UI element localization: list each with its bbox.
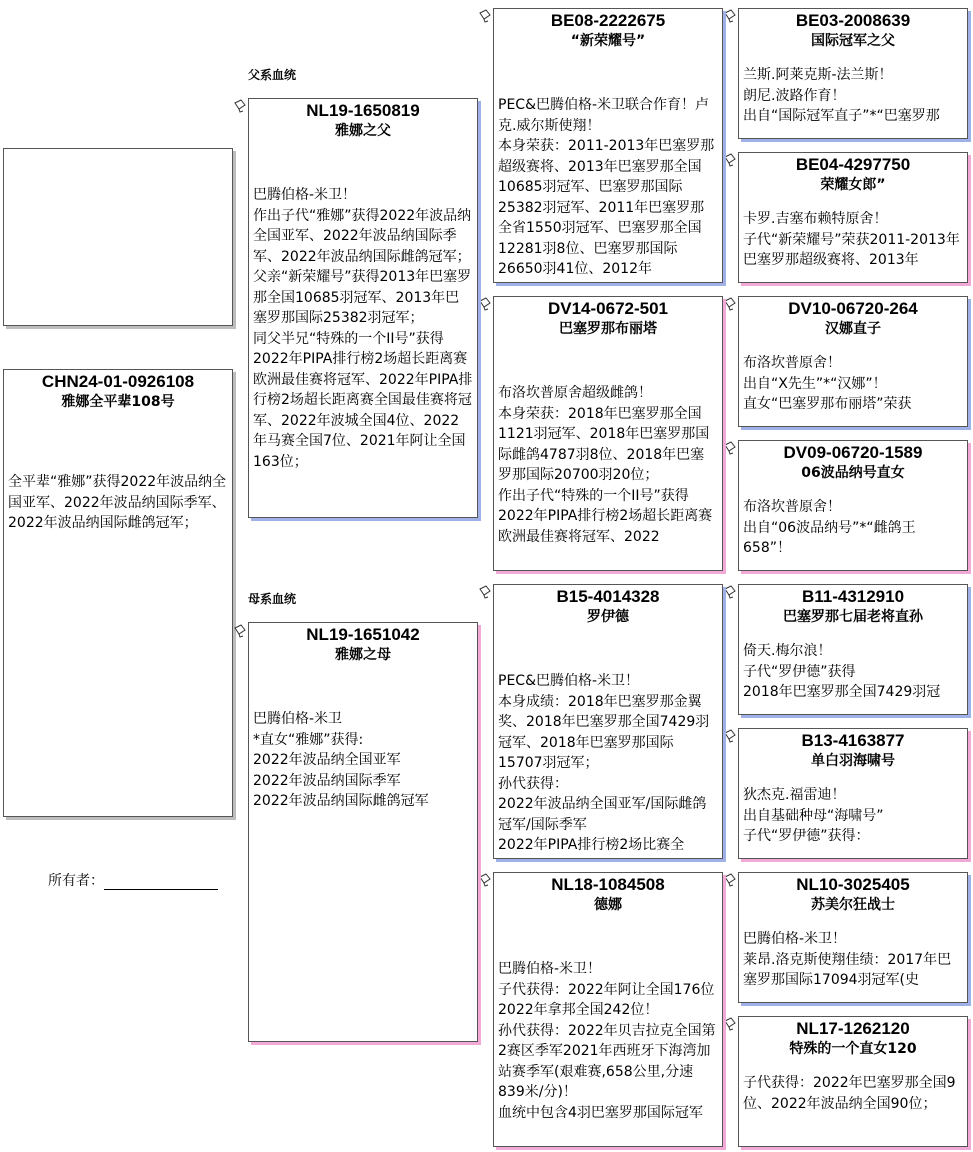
sss-name: 国际冠军之父 xyxy=(811,33,895,49)
ddd-text: 子代获得：2022年巴塞罗那全国9位、2022年波品纳全国90位； xyxy=(743,1075,956,1112)
sire-card xyxy=(248,98,478,518)
ddd-card xyxy=(738,1016,968,1147)
ddd-name: 特殊的一个直女120 xyxy=(789,1041,917,1057)
edit-icon[interactable] xyxy=(723,1017,737,1031)
sire-dam-ring: DV14-0672-501 xyxy=(547,299,669,318)
dam-sire-name: 罗伊德 xyxy=(587,609,629,625)
dam-ring: NL19-1651042 xyxy=(306,625,420,644)
dds-text: 巴腾伯格-米卫！ 莱昂.洛克斯使翔佳绩：2017年巴塞罗那国际17094羽冠军(史 xyxy=(743,931,952,988)
ssd-ring: BE04-4297750 xyxy=(795,155,911,174)
sire-ring: NL19-1650819 xyxy=(306,101,420,120)
ssd-card xyxy=(738,152,968,283)
dam-dam-ring: NL18-1084508 xyxy=(551,875,665,894)
sds-card xyxy=(738,296,968,427)
dam-sire-ring: B15-4014328 xyxy=(556,587,660,606)
sire-sire-card xyxy=(493,8,723,283)
sire-name: 雅娜之父 xyxy=(335,123,391,139)
sss-ring: BE03-2008639 xyxy=(795,11,911,30)
ssd-name: 荣耀女郎” xyxy=(820,177,886,193)
subject-name: 雅娜全平辈108号 xyxy=(61,394,175,410)
dam-line-label: 母系血统 xyxy=(248,592,297,606)
dsd-text: 狄杰克.福雷迪！ 出自基础种母“海啸号” 子代“罗伊德”获得： xyxy=(743,787,884,844)
owner-line[interactable] xyxy=(104,875,218,890)
dsd-name: 单白羽海啸号 xyxy=(811,753,895,769)
edit-icon[interactable] xyxy=(723,441,737,455)
dss-card xyxy=(738,584,968,715)
sss-text: 兰斯.阿莱克斯-法兰斯！ 朗尼.波路作育！ 出自“国际冠军直子”*“巴塞罗那 xyxy=(743,67,940,124)
sds-ring: DV10-06720-264 xyxy=(788,299,918,318)
edit-icon[interactable] xyxy=(478,297,492,311)
owner-label: 所有者： xyxy=(48,873,104,889)
dam-dam-card xyxy=(493,872,723,1147)
edit-icon[interactable] xyxy=(723,729,737,743)
dsd-ring: B13-4163877 xyxy=(801,731,905,750)
edit-icon[interactable] xyxy=(233,99,247,113)
sire-sire-text: PEC&巴腾伯格-米卫联合作育！卢克.威尔斯使翔！ 本身荣获：2011-2013年巴塞罗那超级赛将、2013年巴塞罗那全国10685羽冠军、巴塞罗那国际25382羽冠军、2011年巴塞罗那全省1550羽冠军、巴塞罗那全国12281羽8位、巴塞罗那国际26650羽41位、2012年 xyxy=(498,97,715,277)
edit-icon[interactable] xyxy=(233,624,247,638)
sdd-card xyxy=(738,440,968,571)
edit-icon[interactable] xyxy=(723,153,737,167)
edit-icon[interactable] xyxy=(723,585,737,599)
photo-box xyxy=(3,148,233,326)
owner-row xyxy=(48,870,218,890)
sire-dam-card xyxy=(493,296,723,571)
edit-icon[interactable] xyxy=(478,9,492,23)
dss-ring: B11-4312910 xyxy=(801,587,905,606)
sire-dam-name: 巴塞罗那布丽塔 xyxy=(559,321,657,337)
dds-ring: NL10-3025405 xyxy=(796,875,910,894)
sire-text: 巴腾伯格-米卫！ 作出子代“雅娜”获得2022年波品纳全国亚军、2022年波品纳国际季军、2022年波品纳国际雌鸽冠军； 父亲“新荣耀号”获得2013年巴塞罗那全国10685羽冠军、2013年巴塞罗那国际25382羽冠军； 同父半兄“特殊的一个II号”获得2022年PIPA排行榜2场超长距离赛欧洲最佳赛将冠军、2022年PIPA排行榜2场超长距离赛全国最佳赛将冠军、2022年波城全国4位、2022年马赛全国7位、2021年阿让全国163位； xyxy=(253,187,473,470)
ssd-text: 卡罗.吉塞布赖特原舍！ 子代“新荣耀号”荣获2011-2013年巴塞罗那超级赛将、2013年 xyxy=(743,211,960,268)
dam-dam-text: 巴腾伯格-米卫！ 子代获得：2022年阿让全国176位2022年拿邦全国242位！ 孙代获得：2022年贝吉拉克全国第2赛区季军2021年西班牙下海湾加站赛季军(艰难赛,658公里,分速839米/分)！ 血统中包含4羽巴塞罗那国际冠军 xyxy=(498,961,716,1121)
edit-icon[interactable] xyxy=(723,297,737,311)
dam-sire-card xyxy=(493,584,723,859)
subject-card xyxy=(3,369,233,817)
dam-dam-name: 德娜 xyxy=(594,897,622,913)
dds-name: 苏美尔狂战士 xyxy=(811,897,895,913)
dss-text: 倚天.梅尔浪！ 子代“罗伊德”获得 2018年巴塞罗那全国7429羽冠 xyxy=(743,643,941,700)
sire-line-label: 父系血统 xyxy=(248,68,297,82)
subject-text: 全平辈“雅娜”获得2022年波品纳全国亚军、2022年波品纳国际季军、2022年波品纳国际雌鸽冠军； xyxy=(8,474,227,531)
edit-icon[interactable] xyxy=(723,873,737,887)
edit-icon[interactable] xyxy=(478,873,492,887)
dds-card xyxy=(738,872,968,1003)
sss-card xyxy=(738,8,968,139)
sds-name: 汉娜直子 xyxy=(825,321,881,337)
sire-sire-name: “新荣耀号” xyxy=(570,33,646,49)
dam-sire-text: PEC&巴腾伯格-米卫！ 本身成绩：2018年巴塞罗那金翼奖、2018年巴塞罗那全国7429羽冠军、2018年巴塞罗那国际15707羽冠军； 孙代获得： 2022年波品纳全国亚军/国际雌鸽冠军/国际季军 2022年PIPA排行榜2场比赛全 xyxy=(498,673,710,853)
sds-text: 布洛坎普原舍！ 出自“X先生”*“汉娜”！ 直女“巴塞罗那布丽塔”荣获 xyxy=(743,355,912,412)
dss-name: 巴塞罗那七届老将直孙 xyxy=(783,609,923,625)
sire-sire-ring: BE08-2222675 xyxy=(550,11,666,30)
sdd-text: 布洛坎普原舍！ 出自“06波品纳号”*“雌鸽王658”！ xyxy=(743,499,916,556)
edit-icon[interactable] xyxy=(723,9,737,23)
subject-ring: CHN24-01-0926108 xyxy=(41,372,195,391)
ddd-ring: NL17-1262120 xyxy=(796,1019,910,1038)
edit-icon[interactable] xyxy=(478,585,492,599)
dsd-card xyxy=(738,728,968,859)
sdd-name: 06波品纳号直女 xyxy=(801,465,905,481)
dam-name: 雅娜之母 xyxy=(335,647,391,663)
sire-dam-text: 布洛坎普原舍超级雌鸽！ 本身荣获：2018年巴塞罗那全国1121羽冠军、2018年巴塞罗那国际雌鸽4787羽8位、2018年巴塞罗那国际20700羽20位； 作出子代“特殊的一个II号”获得2022年PIPA排行榜2场超长距离赛欧洲最佳赛将冠军、2022 xyxy=(498,385,713,545)
dam-card xyxy=(248,622,478,1042)
dam-text: 巴腾伯格-米卫 *直女“雅娜”获得: 2022年波品纳全国亚军 2022年波品纳国际季军 2022年波品纳国际雌鸽冠军 xyxy=(253,711,429,809)
sdd-ring: DV09-06720-1589 xyxy=(783,443,923,462)
